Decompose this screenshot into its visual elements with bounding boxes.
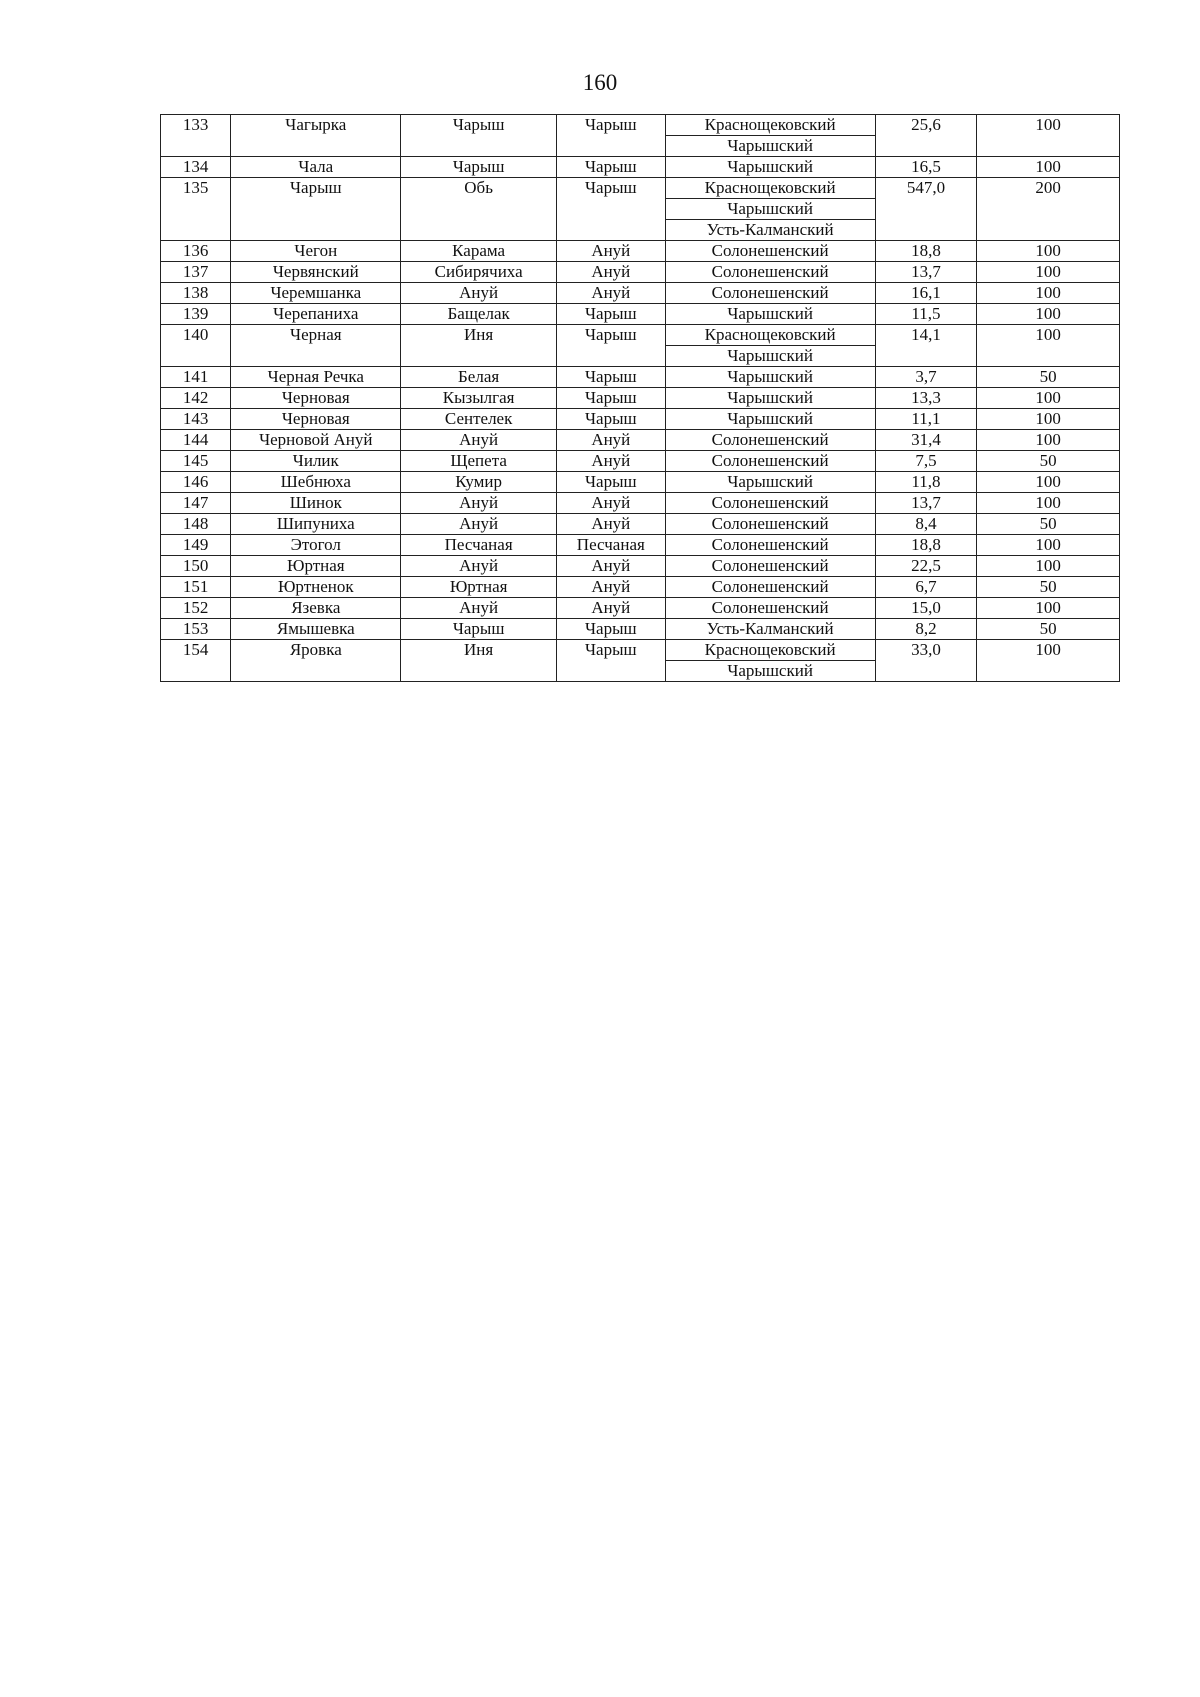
table-row: [161, 535, 1120, 556]
row-number-cell: 150: [161, 556, 231, 577]
district-cell: Чарышский: [665, 304, 875, 325]
district-cell: Солонешенский: [665, 556, 875, 577]
length-km-cell: 16,5: [875, 157, 977, 178]
district-cell: Чарышский: [665, 409, 875, 430]
district-cell: Солонешенский: [665, 262, 875, 283]
tributary-of-cell: Щепета: [401, 451, 557, 472]
district-cell: Солонешенский: [665, 493, 875, 514]
district-cell: Солонешенский: [665, 430, 875, 451]
basin-cell: Чарыш: [557, 178, 666, 241]
row-number-cell: 152: [161, 598, 231, 619]
tributary-of-cell: Чарыш: [401, 619, 557, 640]
protection-zone-cell: 100: [977, 409, 1120, 430]
river-name-cell: Черная: [231, 325, 401, 367]
row-number-cell: 139: [161, 304, 231, 325]
row-number-cell: 143: [161, 409, 231, 430]
protection-zone-cell: 100: [977, 262, 1120, 283]
table-row: [161, 556, 1120, 577]
district-cell: Солонешенский: [665, 283, 875, 304]
rivers-table: [160, 114, 1120, 682]
river-name-cell: Чилик: [231, 451, 401, 472]
river-name-cell: Чагырка: [231, 115, 401, 157]
row-number-cell: 134: [161, 157, 231, 178]
basin-cell: Ануй: [557, 598, 666, 619]
table-row: [161, 598, 1120, 619]
district-cell: Солонешенский: [665, 241, 875, 262]
district-cell: Чарышский: [665, 157, 875, 178]
length-km-cell: 15,0: [875, 598, 977, 619]
tributary-of-cell: Карама: [401, 241, 557, 262]
protection-zone-cell: 100: [977, 388, 1120, 409]
row-number-cell: 151: [161, 577, 231, 598]
tributary-of-cell: Кумир: [401, 472, 557, 493]
river-name-cell: Шипуниха: [231, 514, 401, 535]
row-number-cell: 145: [161, 451, 231, 472]
length-km-cell: 13,3: [875, 388, 977, 409]
district-cell: Чарышский: [665, 346, 875, 367]
protection-zone-cell: 50: [977, 619, 1120, 640]
table-row: [161, 451, 1120, 472]
length-km-cell: 25,6: [875, 115, 977, 157]
row-number-cell: 144: [161, 430, 231, 451]
protection-zone-cell: 50: [977, 514, 1120, 535]
basin-cell: Ануй: [557, 262, 666, 283]
protection-zone-cell: 200: [977, 178, 1120, 241]
row-number-cell: 135: [161, 178, 231, 241]
district-cell: Краснощековский: [665, 640, 875, 661]
protection-zone-cell: 100: [977, 115, 1120, 157]
tributary-of-cell: Иня: [401, 640, 557, 682]
protection-zone-cell: 100: [977, 283, 1120, 304]
table-row: [161, 367, 1120, 388]
protection-zone-cell: 100: [977, 640, 1120, 682]
basin-cell: Ануй: [557, 241, 666, 262]
basin-cell: Ануй: [557, 514, 666, 535]
basin-cell: Ануй: [557, 283, 666, 304]
river-name-cell: Шинок: [231, 493, 401, 514]
row-number-cell: 154: [161, 640, 231, 682]
rivers-table-body: [161, 115, 1120, 682]
basin-cell: Чарыш: [557, 409, 666, 430]
tributary-of-cell: Ануй: [401, 493, 557, 514]
district-cell: Чарышский: [665, 472, 875, 493]
tributary-of-cell: Иня: [401, 325, 557, 367]
tributary-of-cell: Обь: [401, 178, 557, 241]
table-row: [161, 283, 1120, 304]
river-name-cell: Юртненок: [231, 577, 401, 598]
basin-cell: Ануй: [557, 556, 666, 577]
basin-cell: Ануй: [557, 493, 666, 514]
river-name-cell: Юртная: [231, 556, 401, 577]
basin-cell: Ануй: [557, 430, 666, 451]
basin-cell: Чарыш: [557, 115, 666, 157]
length-km-cell: 8,2: [875, 619, 977, 640]
length-km-cell: 18,8: [875, 241, 977, 262]
length-km-cell: 547,0: [875, 178, 977, 241]
river-name-cell: Черновой Ануй: [231, 430, 401, 451]
table-row: [161, 577, 1120, 598]
length-km-cell: 31,4: [875, 430, 977, 451]
river-name-cell: Чегон: [231, 241, 401, 262]
row-number-cell: 137: [161, 262, 231, 283]
length-km-cell: 22,5: [875, 556, 977, 577]
basin-cell: Чарыш: [557, 640, 666, 682]
river-name-cell: Черепаниха: [231, 304, 401, 325]
tributary-of-cell: Кызылгая: [401, 388, 557, 409]
protection-zone-cell: 100: [977, 430, 1120, 451]
tributary-of-cell: Ануй: [401, 514, 557, 535]
river-name-cell: Черновая: [231, 409, 401, 430]
length-km-cell: 11,5: [875, 304, 977, 325]
table-row: [161, 241, 1120, 262]
tributary-of-cell: Песчаная: [401, 535, 557, 556]
protection-zone-cell: 50: [977, 451, 1120, 472]
table-row: [161, 640, 1120, 661]
row-number-cell: 136: [161, 241, 231, 262]
river-name-cell: Чарыш: [231, 178, 401, 241]
table-row: [161, 157, 1120, 178]
basin-cell: Чарыш: [557, 367, 666, 388]
tributary-of-cell: Сентелек: [401, 409, 557, 430]
district-cell: Солонешенский: [665, 577, 875, 598]
district-cell: Солонешенский: [665, 535, 875, 556]
tributary-of-cell: Ануй: [401, 430, 557, 451]
row-number-cell: 142: [161, 388, 231, 409]
table-row: [161, 304, 1120, 325]
protection-zone-cell: 100: [977, 535, 1120, 556]
district-cell: Солонешенский: [665, 598, 875, 619]
row-number-cell: 146: [161, 472, 231, 493]
table-row: [161, 430, 1120, 451]
length-km-cell: 7,5: [875, 451, 977, 472]
length-km-cell: 8,4: [875, 514, 977, 535]
tributary-of-cell: Чарыш: [401, 115, 557, 157]
length-km-cell: 13,7: [875, 493, 977, 514]
row-number-cell: 153: [161, 619, 231, 640]
protection-zone-cell: 100: [977, 325, 1120, 367]
length-km-cell: 14,1: [875, 325, 977, 367]
tributary-of-cell: Юртная: [401, 577, 557, 598]
river-name-cell: Ямышевка: [231, 619, 401, 640]
length-km-cell: 6,7: [875, 577, 977, 598]
table-row: [161, 514, 1120, 535]
river-name-cell: Черновая: [231, 388, 401, 409]
table-row: [161, 178, 1120, 199]
river-name-cell: Язевка: [231, 598, 401, 619]
river-name-cell: Яровка: [231, 640, 401, 682]
basin-cell: Чарыш: [557, 304, 666, 325]
basin-cell: Ануй: [557, 577, 666, 598]
row-number-cell: 149: [161, 535, 231, 556]
river-name-cell: Червянский: [231, 262, 401, 283]
length-km-cell: 3,7: [875, 367, 977, 388]
tributary-of-cell: Чарыш: [401, 157, 557, 178]
district-cell: Чарышский: [665, 388, 875, 409]
row-number-cell: 141: [161, 367, 231, 388]
row-number-cell: 140: [161, 325, 231, 367]
river-name-cell: Шебнюха: [231, 472, 401, 493]
basin-cell: Песчаная: [557, 535, 666, 556]
tributary-of-cell: Сибирячиха: [401, 262, 557, 283]
district-cell: Усть-Калманский: [665, 619, 875, 640]
table-row: [161, 262, 1120, 283]
district-cell: Чарышский: [665, 661, 875, 682]
basin-cell: Чарыш: [557, 325, 666, 367]
protection-zone-cell: 100: [977, 472, 1120, 493]
protection-zone-cell: 100: [977, 241, 1120, 262]
length-km-cell: 16,1: [875, 283, 977, 304]
length-km-cell: 18,8: [875, 535, 977, 556]
protection-zone-cell: 100: [977, 493, 1120, 514]
row-number-cell: 147: [161, 493, 231, 514]
district-cell: Солонешенский: [665, 451, 875, 472]
length-km-cell: 33,0: [875, 640, 977, 682]
page-number: 160: [582, 70, 618, 95]
tributary-of-cell: Бащелак: [401, 304, 557, 325]
district-cell: Чарышский: [665, 199, 875, 220]
basin-cell: Чарыш: [557, 157, 666, 178]
district-cell: Краснощековский: [665, 178, 875, 199]
basin-cell: Чарыш: [557, 388, 666, 409]
table-row: [161, 472, 1120, 493]
district-cell: Краснощековский: [665, 325, 875, 346]
table-row: [161, 325, 1120, 346]
protection-zone-cell: 100: [977, 157, 1120, 178]
river-name-cell: Этогол: [231, 535, 401, 556]
protection-zone-cell: 50: [977, 577, 1120, 598]
protection-zone-cell: 50: [977, 367, 1120, 388]
river-name-cell: Чала: [231, 157, 401, 178]
table-row: [161, 115, 1120, 136]
district-cell: Солонешенский: [665, 514, 875, 535]
basin-cell: Чарыш: [557, 472, 666, 493]
tributary-of-cell: Ануй: [401, 556, 557, 577]
basin-cell: Ануй: [557, 451, 666, 472]
row-number-cell: 148: [161, 514, 231, 535]
row-number-cell: 133: [161, 115, 231, 157]
protection-zone-cell: 100: [977, 598, 1120, 619]
district-cell: Усть-Калманский: [665, 220, 875, 241]
protection-zone-cell: 100: [977, 304, 1120, 325]
length-km-cell: 11,8: [875, 472, 977, 493]
table-row: [161, 619, 1120, 640]
basin-cell: Чарыш: [557, 619, 666, 640]
tributary-of-cell: Ануй: [401, 598, 557, 619]
tributary-of-cell: Ануй: [401, 283, 557, 304]
district-cell: Чарышский: [665, 136, 875, 157]
table-row: [161, 493, 1120, 514]
district-cell: Чарышский: [665, 367, 875, 388]
river-name-cell: Черемшанка: [231, 283, 401, 304]
row-number-cell: 138: [161, 283, 231, 304]
tributary-of-cell: Белая: [401, 367, 557, 388]
river-name-cell: Черная Речка: [231, 367, 401, 388]
protection-zone-cell: 100: [977, 556, 1120, 577]
district-cell: Краснощековский: [665, 115, 875, 136]
length-km-cell: 13,7: [875, 262, 977, 283]
table-row: [161, 409, 1120, 430]
table-row: [161, 388, 1120, 409]
length-km-cell: 11,1: [875, 409, 977, 430]
